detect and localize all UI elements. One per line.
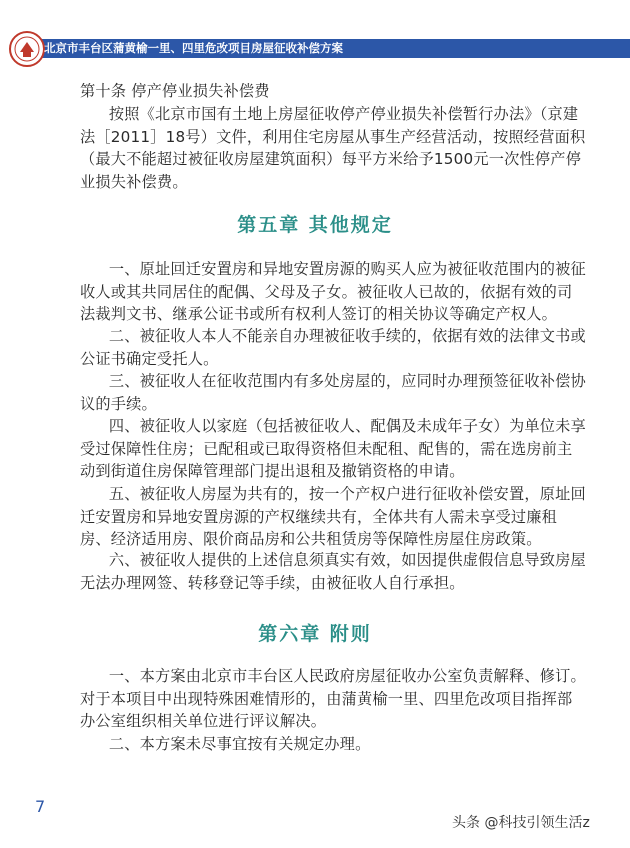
chapter5-item-5: 五、被征收人房屋为共有的，按一个产权户进行征收补偿安置，原址回迁安置房和异地安置房源的产权继续共有，全体共有人需未享受过廉租房、经济适用房、限价商品房和公共租赁房等保障性房屋住房政策。 bbox=[80, 485, 586, 548]
page-number: 7 bbox=[35, 797, 46, 816]
header-title: 北京市丰台区蒲黄榆一里、四里危改项目房屋征收补偿方案 bbox=[44, 41, 343, 55]
section10-text: 按照《北京市国有土地上房屋征收停产停业损失补偿暂行办法》（京建法［2011］18号）文件，利用住宅房屋从事生产经营活动，按照经营面积（最大不能超过被征收房屋建筑面积）每平方米给予1500元一次性停产停业损失补偿费。 bbox=[80, 105, 586, 191]
watermark: 头条 @科技引领生活z bbox=[452, 815, 590, 831]
chapter5-item-2: 二、被征收人本人不能亲自办理被征收手续的，依据有效的法律文书或公证书确定受托人。 bbox=[80, 327, 586, 368]
chapter6-item-1: 一、本方案由北京市丰台区人民政府房屋征收办公室负责解释、修订。对于本项目中出现特殊困难情形的，由蒲黄榆一里、四里危改项目指挥部办公室组织相关单位进行评议解决。 bbox=[80, 667, 586, 730]
logo-icon bbox=[8, 30, 46, 68]
chapter5-item-4: 四、被征收人以家庭（包括被征收人、配偶及未成年子女）为单位未享受过保障性住房；已配租或已取得资格但未配租、配售的，需在选房前主动到街道住房保障管理部门提出退租及撤销资格的申请。 bbox=[80, 417, 586, 480]
chapter5-item-6: 六、被征收人提供的上述信息须真实有效，如因提供虚假信息导致房屋无法办理网签、转移登记等手续，由被征收人自行承担。 bbox=[80, 551, 586, 592]
section10-heading: 第十条 停产停业损失补偿费 bbox=[80, 82, 270, 100]
chapter5-item-1: 一、原址回迁安置房和异地安置房源的购买人应为被征收范围内的被征收人或其共同居住的配偶、父母及子女。被征收人已故的，依据有效的司法裁判文书、继承公证书或所有权利人签订的相关协议等确定产权人。 bbox=[80, 260, 586, 323]
chapter5-item-3: 三、被征收人在征收范围内有多处房屋的，应同时办理预签征收补偿协议的手续。 bbox=[80, 372, 586, 413]
chapter6-title: 第六章 附则 bbox=[258, 623, 372, 645]
chapter6-item-2: 二、本方案未尽事宜按有关规定办理。 bbox=[108, 735, 371, 753]
chapter5-title: 第五章 其他规定 bbox=[237, 214, 393, 236]
